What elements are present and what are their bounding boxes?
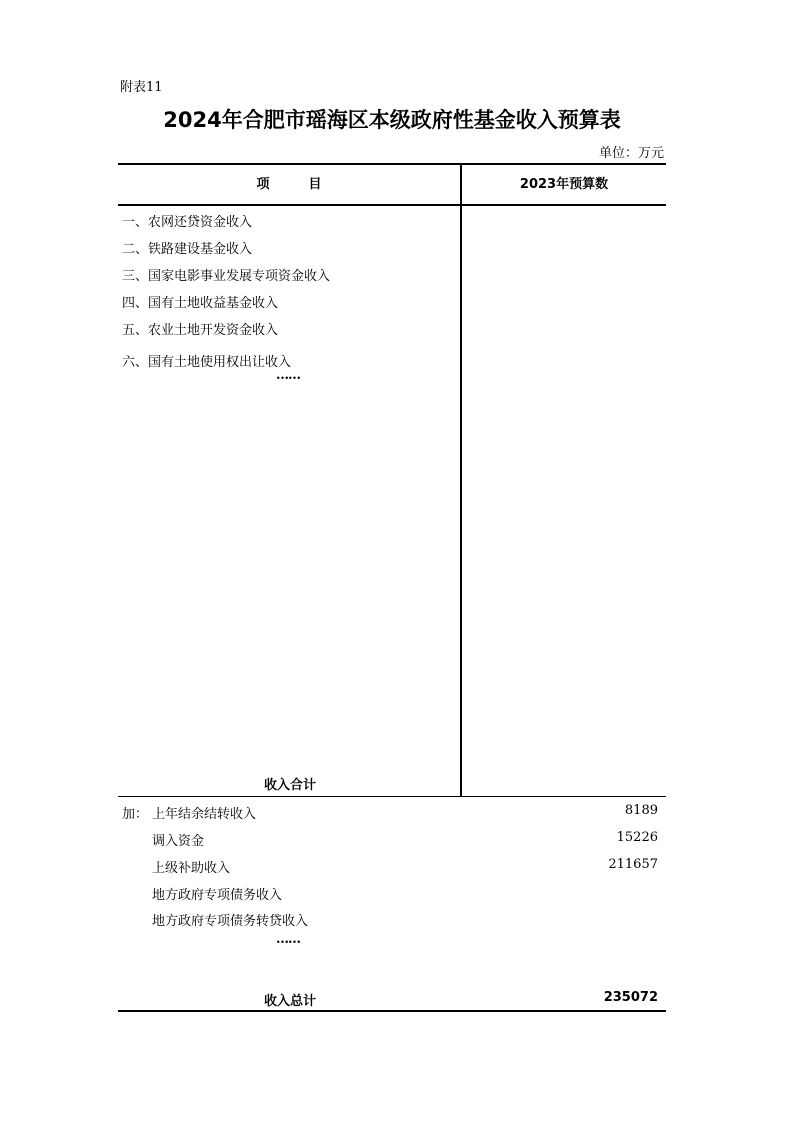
table-row-label: 调入资金 bbox=[152, 834, 205, 849]
subtotal-rule bbox=[118, 796, 666, 797]
table-row-label: 上年结余结转收入 bbox=[152, 807, 257, 822]
table-row-value: 8189 bbox=[624, 803, 658, 818]
list-item: 六、国有土地使用权出让收入 bbox=[122, 355, 292, 370]
table-row-value: 15226 bbox=[616, 830, 658, 845]
list-item: 五、农业土地开发资金收入 bbox=[122, 323, 279, 338]
grand-total-label: 收入总计 bbox=[263, 994, 316, 1009]
table-row-label: 地方政府专项债务收入 bbox=[152, 888, 283, 903]
column-divider bbox=[460, 163, 462, 797]
table-row-label: 地方政府专项债务转贷收入 bbox=[152, 914, 309, 929]
list-item: 四、国有土地收益基金收入 bbox=[122, 296, 279, 311]
table-row-label: 上级补助收入 bbox=[152, 861, 231, 876]
additions-prefix: 加： bbox=[122, 807, 149, 822]
page-title: 2024年合肥市瑶海区本级政府性基金收入预算表 bbox=[163, 108, 621, 132]
income-subtotal-label: 收入合计 bbox=[263, 778, 316, 793]
ellipsis: …… bbox=[276, 368, 300, 383]
unit-label: 单位：万元 bbox=[598, 146, 664, 161]
table-bottom-rule bbox=[118, 1010, 666, 1012]
attachment-label: 附表11 bbox=[120, 80, 163, 95]
list-item: 二、铁路建设基金收入 bbox=[122, 242, 253, 257]
list-item: 一、农网还贷资金收入 bbox=[122, 215, 253, 230]
ellipsis: …… bbox=[276, 932, 300, 947]
table-row-value: 211657 bbox=[608, 857, 658, 872]
header-budget: 2023年预算数 bbox=[519, 177, 609, 192]
grand-total-value: 235072 bbox=[603, 990, 658, 1005]
list-item: 三、国家电影事业发展专项资金收入 bbox=[122, 269, 331, 284]
header-project: 项 目 bbox=[256, 177, 322, 192]
